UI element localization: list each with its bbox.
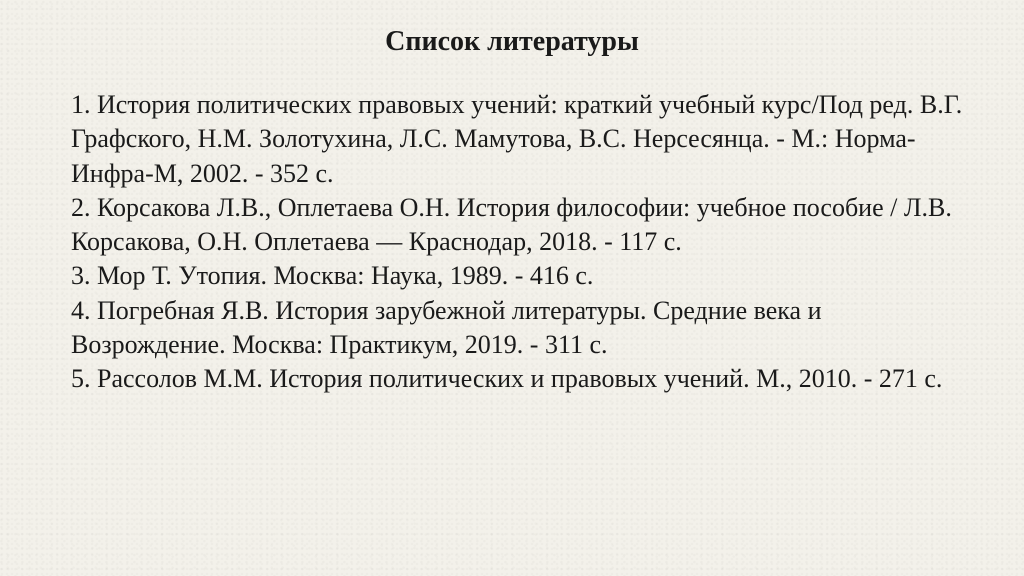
reference-item: 3. Мор Т. Утопия. Москва: Наука, 1989. - 416 с.	[71, 261, 594, 291]
reference-list	[71, 88, 971, 397]
page-title: Список литературы	[385, 26, 639, 57]
reference-item: 5. Рассолов М.М. История политических и правовых учений. М., 2010. - 271 с.	[71, 364, 943, 394]
reference-item: 4. Погребная Я.В. История зарубежной литературы. Средние века и Возрождение. Москва: Практикум, 2019. - 311 с.	[71, 295, 822, 360]
reference-item: 1. История политических правовых учений: краткий учебный курс/Под ред. В.Г. Графского, Н.М. Золотухина, Л.С. Мамутова, В.С. Нерсесянца. - М.: Норма-Инфра-М, 2002. - 352 с.	[71, 90, 963, 188]
reference-item: 2. Корсакова Л.В., Оплетаева О.Н. История философии: учебное пособие / Л.В. Корсакова, О.Н. Оплетаева — Краснодар, 2018. - 117 с.	[71, 192, 952, 257]
